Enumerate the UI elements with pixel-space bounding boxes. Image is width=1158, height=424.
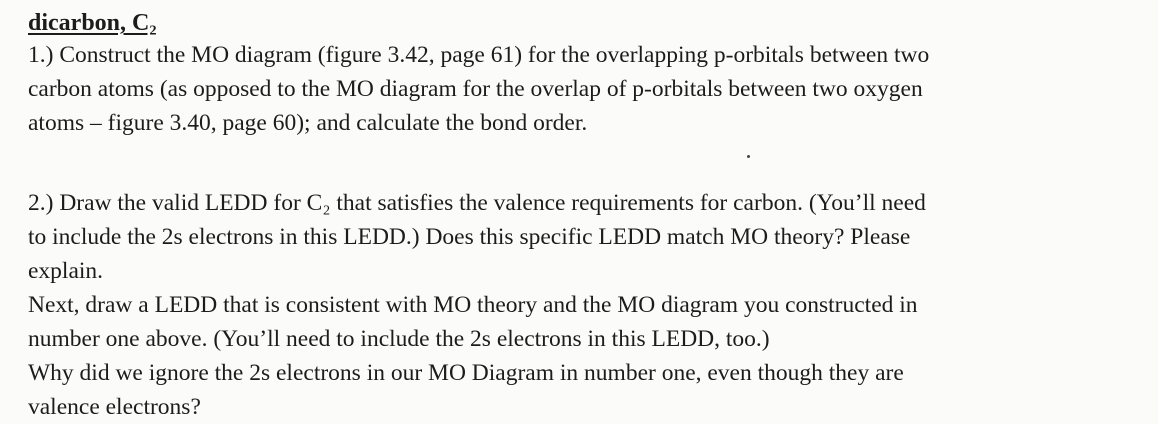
scan-speck <box>747 155 750 158</box>
paragraph-gap <box>28 140 1138 186</box>
document-page <box>28 8 1138 424</box>
question-1-line: 1.) Construct the MO diagram (figure 3.42, page 61) for the overlapping p-orbitals between two <box>28 42 930 68</box>
question-2-line: explain. <box>28 258 104 284</box>
question-2-line: number one above. (You’ll need to include the 2s electrons in this LEDD, too.) <box>28 326 770 352</box>
question-1 <box>28 38 1138 140</box>
question-2 <box>28 186 1138 424</box>
question-2-line: valence electrons? <box>28 394 201 420</box>
question-1-line: carbon atoms (as opposed to the MO diagram for the overlap of p-orbitals between two oxygen <box>28 76 923 102</box>
question-1-line: atoms – figure 3.40, page 60); and calculate the bond order. <box>28 110 588 136</box>
question-2-line: 2.) Draw the valid LEDD for C₂ that satisfies the valence requirements for carbon. (You’ll need <box>28 190 926 216</box>
question-2-line: to include the 2s electrons in this LEDD.) Does this specific LEDD match MO theory? Please <box>28 224 911 250</box>
page-title: dicarbon, C₂ <box>28 10 157 36</box>
question-2-line: Why did we ignore the 2s electrons in our MO Diagram in number one, even though they are <box>28 360 904 386</box>
question-2-line: Next, draw a LEDD that is consistent with MO theory and the MO diagram you constructed in <box>28 292 918 318</box>
